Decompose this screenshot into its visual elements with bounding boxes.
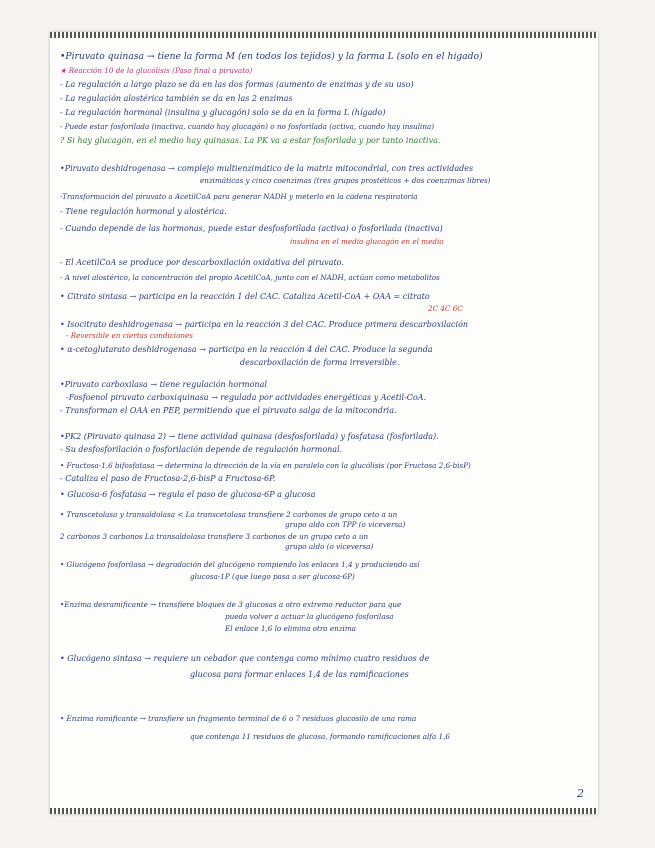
note-line: - El AcetilCoA se produce por descarboxilación oxidativa del piruvato. — [60, 258, 344, 267]
page-number: 2 — [577, 787, 584, 800]
note-line: - Cataliza el paso de Fructosa-2,6-bisP a Fructosa-6P. — [60, 474, 276, 483]
note-line: descarboxilación de forma irreversible. — [240, 358, 400, 367]
note-line: - La regulación hormonal (insulina y glucagón) solo se da en la forma L (hígado) — [60, 108, 386, 117]
note-line: - Cuando depende de las hormonas, puede estar desfosforilada (activa) o fosforilada (inactiva) — [60, 224, 443, 233]
note-line: -Fosfoenol piruvato carboxiquinasa → regulada por actividades energéticas y Acetil-CoA. — [66, 393, 427, 402]
note-line: - Transforman el OAA en PEP, permitiendo que el piruvato salga de la mitocondria. — [60, 406, 397, 415]
note-line: 2C 4C 6C — [428, 304, 463, 313]
note-line: • Glucógeno fosforilasa → degradación del glucógeno rompiendo los enlaces 1,4 y produciendo así — [60, 560, 420, 569]
note-line: - La regulación alostérica también se da en las 2 enzimas — [60, 94, 293, 103]
note-line: glucosa para formar enlaces 1,4 de las ramificaciones — [190, 670, 409, 679]
note-line: • Glucosa-6 fosfatasa → regula el paso de glucosa-6P a glucosa — [60, 490, 316, 499]
note-line: grupo aldo con TPP (o viceversa) — [285, 520, 406, 529]
note-line: El enlace 1,6 lo elimina otra enzima — [225, 624, 356, 633]
note-line: - A nivel alostérico, la concentración del propio AcetilCoA, junto con el NADH, actúan como metabolitos — [60, 273, 440, 282]
spiral-binding-bottom — [50, 808, 598, 814]
note-line: que contenga 11 residuos de glucosa, formando ramificaciones alfa 1,6 — [190, 732, 450, 741]
note-line: pueda volver a actuar la glucógeno fosforilasa — [225, 612, 394, 621]
note-line: • Citrato sintasa → participa en la reacción 1 del CAC. Cataliza Acetil-CoA + OAA = citrato — [60, 292, 430, 301]
note-line: • Fructosa-1,6 bifosfatasa → determina la dirección de la vía en paralelo con la glucólisis (por Fructosa 2,6-bisP) — [60, 461, 471, 470]
note-line: -Transformación del piruvato a AcetilCoA para generar NADH y meterlo en la cadena respiratoria — [60, 192, 418, 201]
note-line: - Tiene regulación hormonal y alostérica. — [60, 207, 227, 216]
notebook-page — [50, 32, 598, 814]
note-line: - Su desfosforilación o fosforilación depende de regulación hormonal. — [60, 445, 343, 454]
note-line: •Piruvato deshidrogenasa → complejo multienzimático de la matriz mitocondrial, con tres actividades — [60, 164, 474, 173]
note-line: - Reversible en ciertas condiciones — [66, 331, 193, 340]
note-line: ? Si hay glucagón, en el medio hay quinasas. La PK va a estar fosforilada y por tanto inactiva. — [60, 136, 441, 145]
note-line: •Piruvato carboxilasa → tiene regulación hormonal — [60, 380, 267, 389]
note-line: •Enzima desramificante → transfiere bloques de 3 glucosas a otro extremo reductor para que — [60, 600, 402, 609]
note-line: • Glucógeno sintasa → requiere un cebador que contenga como mínimo cuatro residuos de — [60, 654, 430, 663]
note-line: • α-cetoglutarato deshidrogenasa → participa en la reacción 4 del CAC. Produce la segunda — [60, 345, 433, 354]
note-line: insulina en el medio glucagón en el medio — [290, 237, 444, 246]
note-line: grupo aldo (o viceversa) — [285, 542, 374, 551]
note-line: •PK2 (Piruvato quinasa 2) → tiene actividad quinasa (desfosforilada) y fosfatasa (fosforilada). — [60, 432, 439, 441]
spiral-binding-top — [50, 32, 598, 38]
note-line: - La regulación a largo plazo se da en las dos formas (aumento de enzimas y de su uso) — [60, 80, 414, 89]
note-line: ★ Reacción 10 de la glucólisis (Paso final a piruvato) — [60, 66, 253, 75]
note-line: glucosa-1P (que luego pasa a ser glucosa-6P) — [190, 572, 355, 581]
note-line: enzimáticas y cinco coenzimas (tres grupos prostéticos + dos coenzimas libres) — [200, 176, 491, 185]
note-line: • Isocitrato deshidrogenasa → participa en la reacción 3 del CAC. Produce primera descarboxilación — [60, 320, 469, 329]
note-line: •Piruvato quinasa → tiene la forma M (en todos los tejidos) y la forma L (solo en el hígado) — [60, 52, 483, 62]
note-line: • Transcetolasa y transaldolasa < La transcetolasa transfiere 2 carbonos de grupo ceto a un — [60, 510, 398, 519]
note-line: 2 carbonos 3 carbonos La transaldolasa transfiere 3 carbonos de un grupo ceto a un — [60, 532, 369, 541]
note-line: - Puede estar fosforilada (inactiva, cuando hay glucagón) o no fosforilada (activa, cuando hay insulina) — [60, 122, 435, 131]
note-line: • Enzima ramificante → transfiere un fragmento terminal de 6 o 7 residuos glucosilo de una rama — [60, 714, 417, 723]
